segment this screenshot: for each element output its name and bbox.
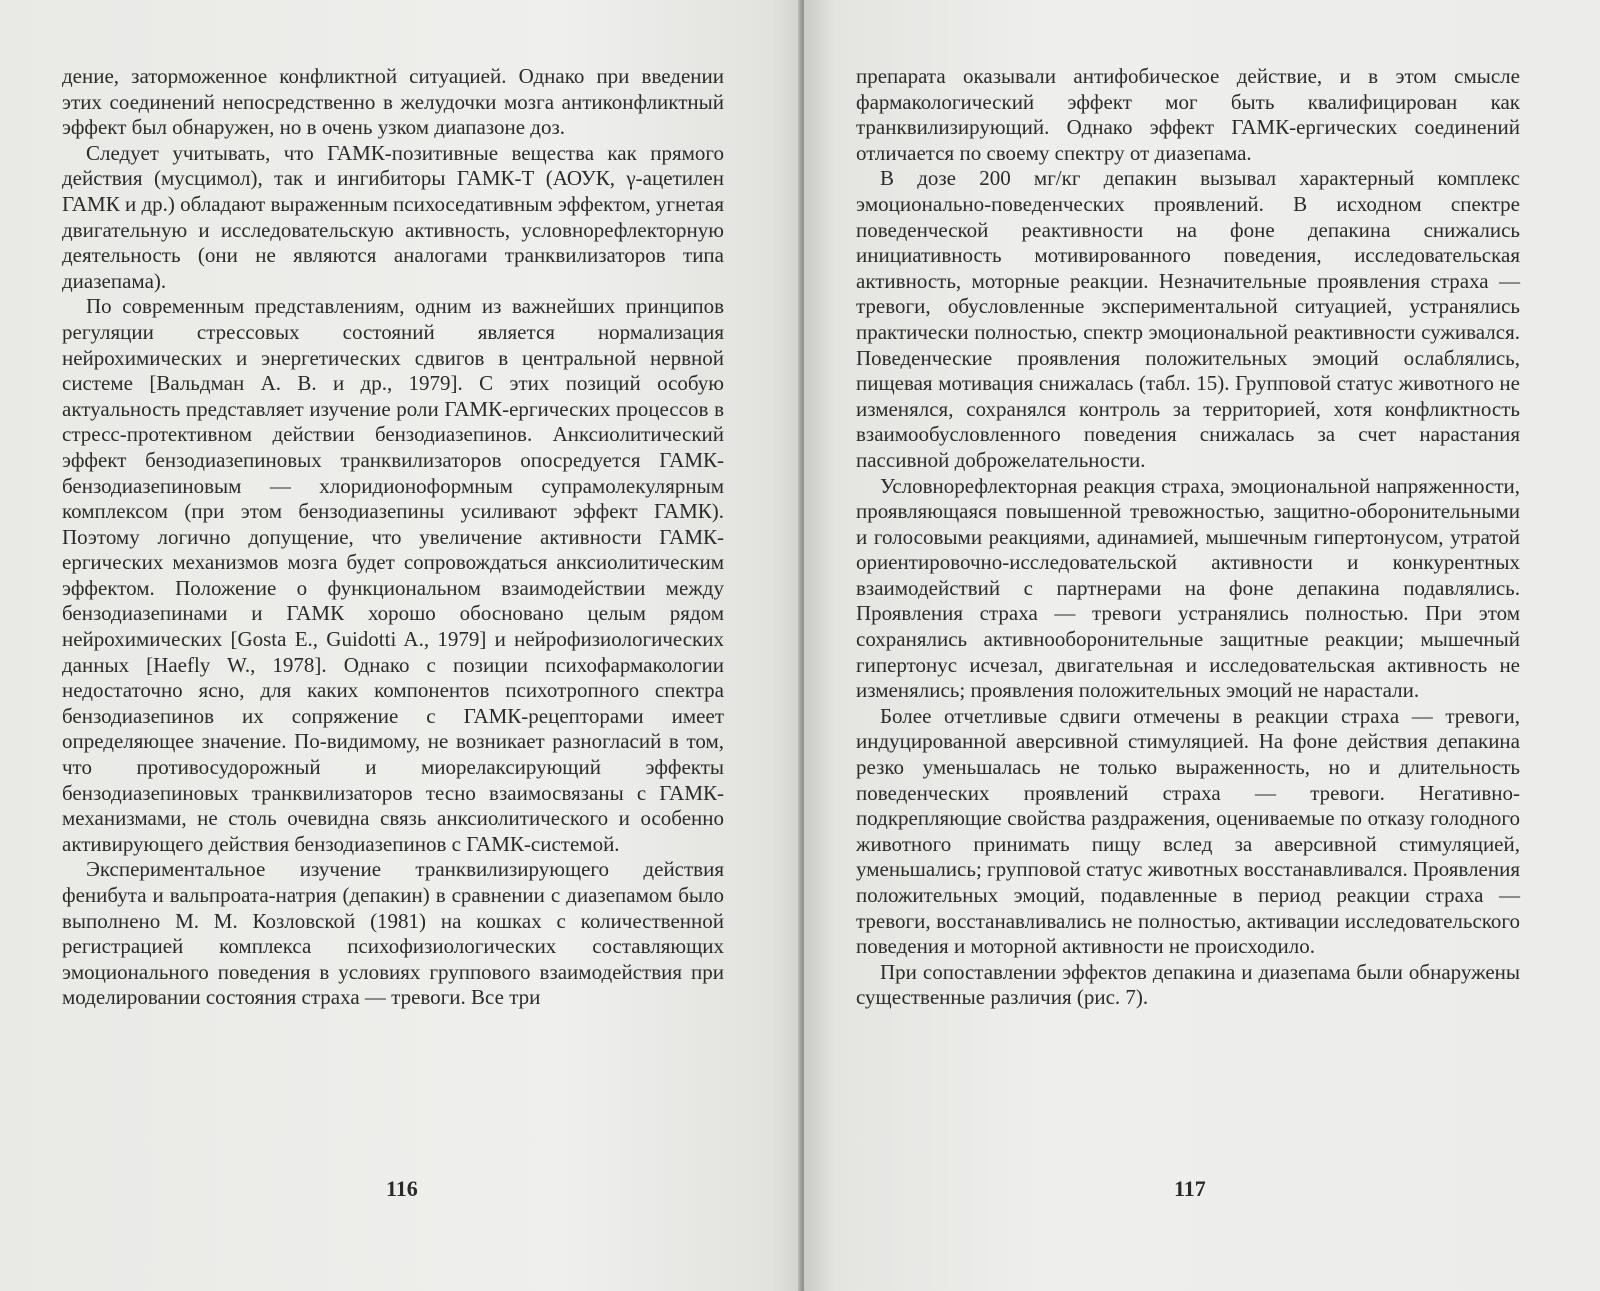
paragraph: При сопоставлении эффектов депакина и диазепама были обнаружены существенные различия (рис. 7). — [856, 959, 1520, 1010]
page-number: 116 — [386, 1176, 418, 1201]
paragraph: По современным представлениям, одним из важнейших принципов регуляции стрессовых состояний является нормализация нейрохимических и энергетических сдвигов в центральной нервной системе [Вальдман А. В. и др., 1979]. С этих позиций особую актуальность представляет изучение роли ГАМК-ергических процессов в стресс-протективном действии бензодиазепинов. Анксиолитический эффект бензодиазепиновых транквилизаторов опосредуется ГАМК-бензодиазепиновым — хлоридионоформным супрамолекулярным комплексом (при этом бензодиазепины усиливают эффект ГАМК). Поэтому логично допущение, что увеличение активности ГАМК-ергических механизмов мозга будет сопровождаться анксиолитическим эффектом. Положение о функциональном взаимодействии между бензодиазепинами и ГАМК хорошо обосновано целым рядом нейрохимических [Gosta E., Guidotti A., 1979] и нейрофизиологических данных [Haefly W., 1978]. Однако с позиции психофармакологии недостаточно ясно, для каких компонентов психотропного спектра бензодиазепинов их сопряжение с ГАМК-рецепторами имеет определяющее значение. По-видимому, не возникает разногласий в том, что противосудорожный и миорелаксирующий эффекты бензодиазепиновых транквилизаторов тесно взаимосвязаны с ГАМК-механизмами, не столь очевидна связь анксиолитического и особенно активирующего действия бензодиазепинов с ГАМК-системой. — [62, 294, 724, 856]
right-page — [804, 0, 1600, 1291]
paragraph: Следует учитывать, что ГАМК-позитивные вещества как прямого действия (мусцимол), так и ингибиторы ГАМК-Т (АОУК, γ-ацетилен ГАМК и др.) обладают выраженным психоседативным эффектом, угнетая двигательную и исследовательскую активность, условнорефлекторную деятельность (они не являются аналогами транквилизаторов типа диазепама). — [62, 140, 724, 293]
page-number: 117 — [1174, 1176, 1206, 1201]
right-page-text — [856, 64, 1520, 1011]
paragraph: Более отчетливые сдвиги отмечены в реакции страха — тревоги, индуцированной аверсивной стимуляцией. На фоне действия депакина резко уменьшалась не только выраженность, но и длительность поведенческих проявлений страха — тревоги. Негативно-подкрепляющие свойства раздражения, оцениваемые по отказу голодного животного принимать пищу вслед за аверсивной стимуляцией, уменьшались; групповой статус животных восстанавливался. Проявления положительных эмоций, подавленные в период реакции страха — тревоги, восстанавливались не полностью, активации исследовательского поведения и моторной активности не происходило. — [856, 703, 1520, 959]
paragraph: препарата оказывали антифобическое действие, и в этом смысле фармакологический эффект мог быть квалифицирован как транквилизирующий. Однако эффект ГАМК-ергических соединений отличается по своему спектру от диазепама. — [856, 64, 1520, 165]
paragraph: дение, заторможенное конфликтной ситуацией. Однако при введении этих соединений непосредственно в желудочки мозга антиконфликтный эффект был обнаружен, но в очень узком диапазоне доз. — [62, 64, 724, 140]
left-page-text — [62, 64, 724, 1011]
paragraph: Условнорефлекторная реакция страха, эмоциональной напряженности, проявляющаяся повышенной тревожностью, защитно-оборонительными и голосовыми реакциями, адинамией, мышечным гипертонусом, утратой ориентировочно-исследовательской активности и конкурентных взаимодействий с партнерами на фоне депакина подавлялись. Проявления страха — тревоги устранялись полностью. При этом сохранялись активнооборонительные защитные реакции; мышечный гипертонус исчезал, двигательная и исследовательская активность не изменялись; проявления положительных эмоций не нарастали. — [856, 473, 1520, 703]
paragraph: Экспериментальное изучение транквилизирующего действия фенибута и вальпроата-натрия (депакин) в сравнении с диазепамом было выполнено М. М. Козловской (1981) на кошках с количественной регистрацией комплекса психофизиологических составляющих эмоционального поведения в условиях группового взаимодействия при моделировании состояния страха — тревоги. Все три — [62, 857, 724, 1010]
paragraph: В дозе 200 мг/кг депакин вызывал характерный комплекс эмоционально-поведенческих проявлений. В исходном спектре поведенческой реактивности на фоне депакина снижались инициативность мотивированного поведения, исследовательская активность, моторные реакции. Незначительные проявления страха — тревоги, обусловленные экспериментальной ситуацией, устранялись практически полностью, спектр эмоциональной реактивности суживался. Поведенческие проявления положительных эмоций ослаблялись, пищевая мотивация снижалась (табл. 15). Групповой статус животного не изменялся, сохранялся контроль за территорией, хотя конфликтность взаимообусловленного поведения снижалась за счет нарастания пассивной доброжелательности. — [856, 166, 1520, 472]
